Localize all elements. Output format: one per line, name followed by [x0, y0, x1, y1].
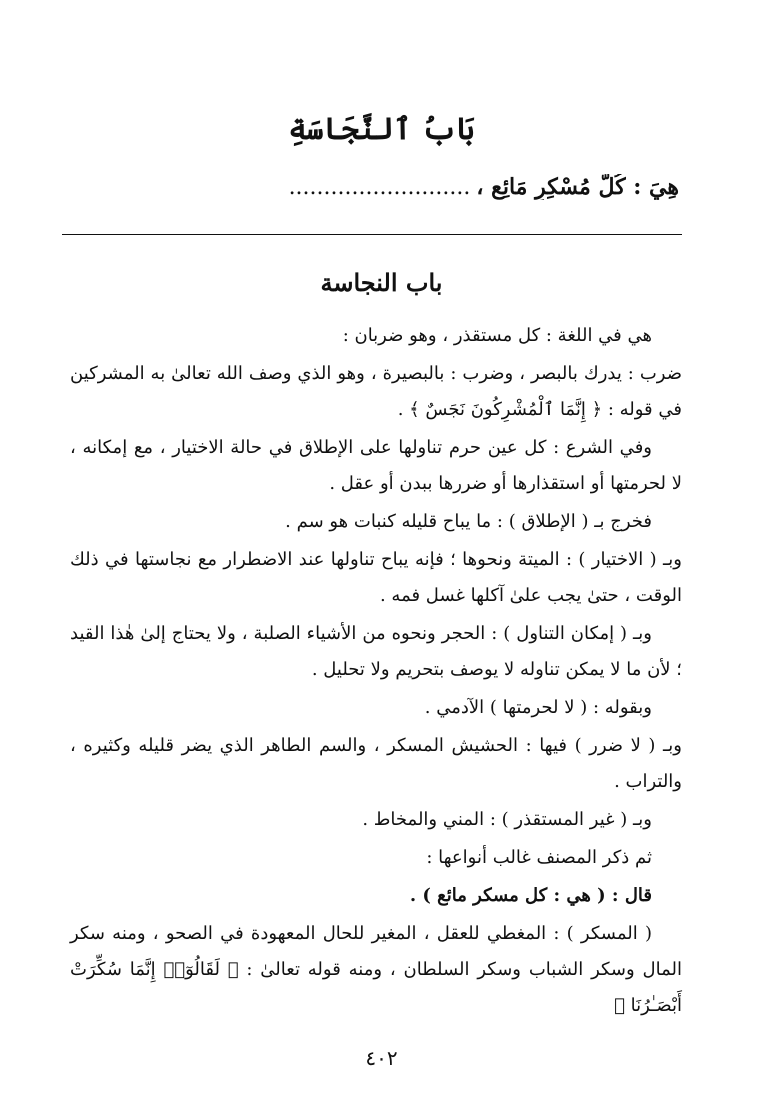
- paragraph: ( المسكر ) : المغطي للعقل ، المغير للحال المعهودة في الصحو ، ومنه سكر المال وسكر الشباب وسكر السلطان ، ومنه قوله تعالىٰ : ﴿ لَقَالُوٓا۟ إِنَّمَا سُكِّرَتْ أَبْصَـٰرُنَا ﴾: [70, 923, 682, 1016]
- chapter-title: بَابُ ٱلنَّجَاسَةِ: [288, 112, 475, 147]
- page-number: ٤٠٢: [365, 1046, 398, 1070]
- paragraph: ضرب : يدرك بالبصر ، وضرب : بالبصيرة ، وهو الذي وصف الله تعالىٰ به المشركين في قوله : ﴿ إِنَّمَا ٱلْمُشْرِكُونَ نَجَسٌ ﴾ .: [70, 363, 682, 420]
- paragraph: وفي الشرع : كل عين حرم تناولها على الإطلاق في حالة الاختيار ، مع إمكانه ، لا لحرمتها أو استقذارها أو ضررها ببدن أو عقل .: [70, 437, 682, 494]
- paragraph: ثم ذكر المصنف غالب أنواعها :: [426, 847, 652, 868]
- paragraph: وبـ ( لا ضرر ) فيها : الحشيش المسكر ، والسم الطاهر الذي يضر قليله وكثيره ، والتراب .: [70, 735, 682, 792]
- commentary-title: باب النجاسة: [320, 268, 443, 297]
- paragraph: وبـ ( إمكان التناول ) : الحجر ونحوه من الأشياء الصلبة ، ولا يحتاج إلىٰ هٰذا القيد ؛ لأن ما لا يمكن تناوله لا يوصف بتحريم ولا تحليل .: [70, 623, 682, 680]
- paragraph: فخرج بـ ( الإطلاق ) : ما يباح قليله كنبات هو سم .: [285, 511, 652, 532]
- matn-line: [60, 174, 679, 200]
- paragraph: قال : ( هي : كل مسكر مائع ) .: [409, 885, 652, 906]
- paragraph: وبـ ( غير المستقذر ) : المني والمخاط .: [362, 809, 652, 830]
- matn-dots: ..........................: [288, 175, 471, 200]
- paragraph: هي في اللغة : كل مستقذر ، وهو ضربان :: [342, 325, 652, 346]
- matn-text: هِيَ : كُلُّ مُسْكِرٍ مَائِعٍ ،: [476, 174, 679, 200]
- paragraph: وبقوله : ( لا لحرمتها ) الآدمي .: [424, 697, 652, 718]
- commentary-body: [70, 318, 682, 1026]
- paragraph: وبـ ( الاختيار ) : الميتة ونحوها ؛ فإنه يباح تناولها عند الاضطرار مع نجاستها في ذلك الوقت ، حتىٰ يجب علىٰ آكلها غسل فمه .: [70, 549, 682, 606]
- divider-line: [62, 234, 682, 235]
